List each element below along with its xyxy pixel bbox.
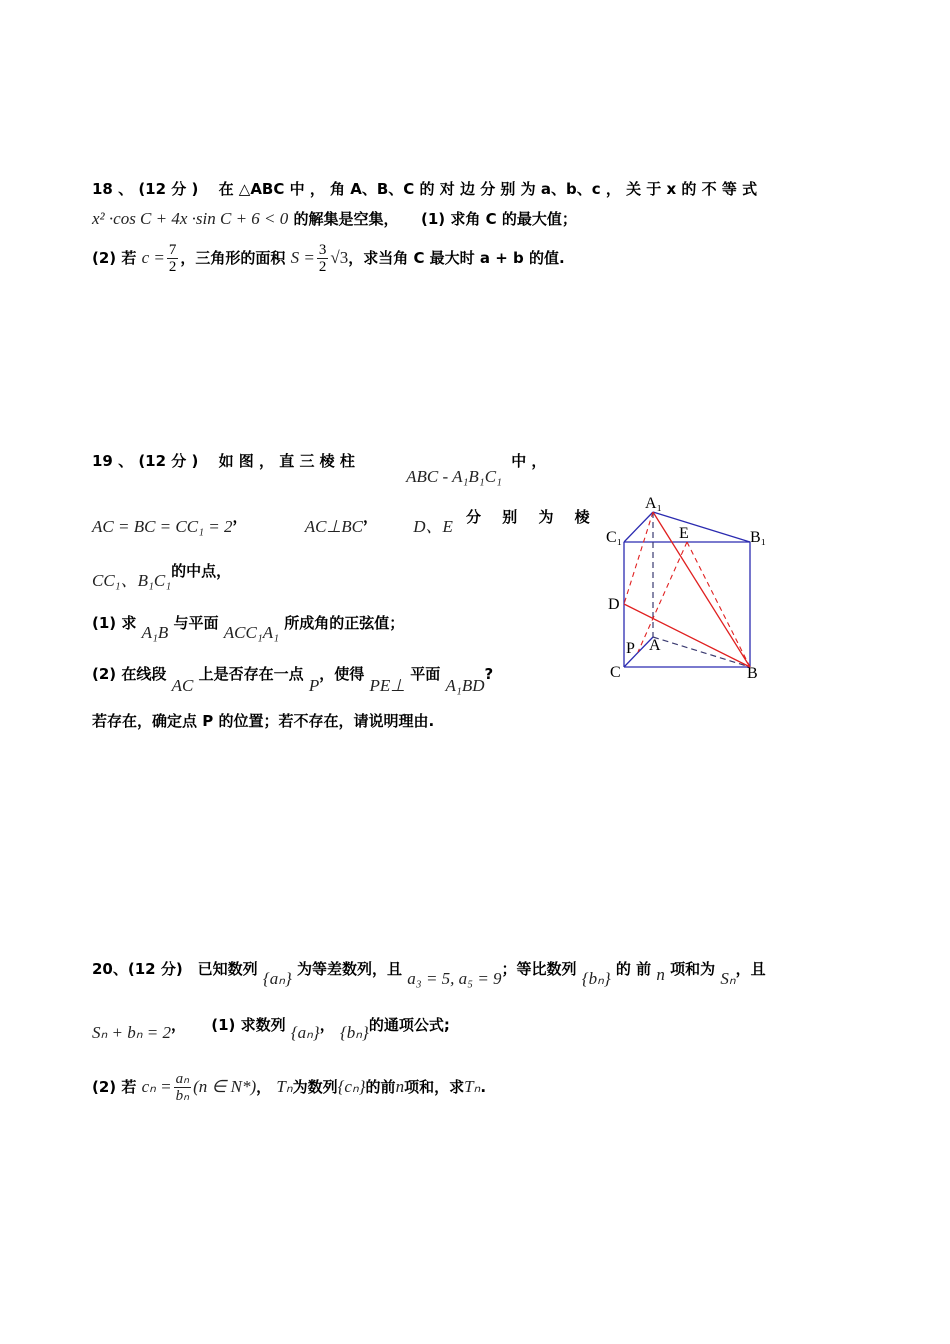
q20-an-2: {aₙ}: [290, 1023, 320, 1042]
q19-part1-label: (1) 求: [92, 614, 137, 632]
q19-part2-label: (2) 在线段: [92, 665, 167, 683]
q18-sqrt3: √3: [330, 248, 349, 267]
q18-part2-label: (2) 若: [92, 249, 137, 267]
q19-line6: [92, 710, 434, 732]
label-P: P: [626, 640, 635, 657]
q19-such-text: ，使得: [319, 665, 365, 683]
q19-question-mark: ?: [484, 665, 494, 683]
comma: ，: [232, 508, 248, 526]
q19-line2: [92, 506, 598, 536]
q20-bn-2: {bₙ}: [339, 1023, 369, 1042]
q19-line5: [92, 663, 494, 695]
q20-geo-text: ；等比数列: [501, 960, 577, 978]
q19-PE-perp: PE⊥: [369, 676, 406, 695]
q19-stem: 19 、 (12 分 ) 如 图 ， 直 三 棱 柱: [92, 452, 355, 470]
label-D: D: [608, 596, 620, 613]
q19-plane-name: ACC₁A₁: [223, 623, 280, 642]
prism-figure: [600, 490, 780, 690]
q19-A1BD: A₁BD: [445, 676, 485, 695]
q18-S-fraction: $\frac{3}{2}$: [318, 242, 327, 275]
q20-part1-end: 的通项公式;: [368, 1016, 450, 1034]
q20-arith-text: 为等差数列，且: [297, 960, 403, 978]
q19-perp: AC⊥BC: [304, 517, 363, 536]
line-A1B: [653, 512, 750, 667]
q19-prism-name: ABC - A₁B₁C₁: [406, 467, 502, 486]
q20-first-text: 的前: [365, 1078, 396, 1096]
q19-lengths: AC = BC = CC₁ = 2: [92, 517, 233, 536]
comma: ，: [171, 1016, 187, 1034]
q20-a3a5: a₃ = 5, a₅ = 9: [407, 969, 502, 988]
q20-bn: {bₙ}: [581, 969, 611, 988]
label-C1: C₁: [606, 529, 623, 546]
q19-part1-end: 所成角的正弦值；: [284, 614, 405, 632]
q20-Tn-2: Tₙ: [464, 1077, 481, 1096]
q20-cn-fraction: $\frac{\text{aₙ}}{\text{bₙ}}$: [175, 1071, 190, 1104]
comma: ，: [256, 1078, 272, 1096]
q20-line1: [92, 958, 766, 988]
q20-n: n: [656, 965, 665, 984]
q18-area-text: ，三角形的面积: [180, 249, 286, 267]
q19-exist-text: 上是否存在一点: [198, 665, 304, 683]
q20-stem: 20、(12 分) 已知数列: [92, 960, 258, 978]
q20-Sn: Sₙ: [720, 969, 736, 988]
q20-Tn: Tₙ: [276, 1077, 293, 1096]
label-A1: A₁: [645, 495, 663, 512]
q20-line3: [92, 1064, 486, 1110]
label-A: A: [649, 637, 661, 654]
edge-AB-hidden: [653, 637, 750, 667]
line-DB: [624, 604, 750, 667]
period: .: [480, 1078, 487, 1096]
label-B1: B₁: [750, 529, 767, 546]
q20-cn: {cₙ}: [337, 1077, 366, 1096]
q19-line1-end: 中 ，: [511, 452, 547, 470]
q20-line2: [92, 1014, 450, 1042]
q18-line1: [92, 178, 757, 200]
q19-plane-text2: 平面: [410, 665, 441, 683]
q20-an: {aₙ}: [262, 969, 292, 988]
label-C: C: [610, 664, 621, 681]
q20-Sn-bn: Sₙ + bₙ = 2: [92, 1023, 171, 1042]
q19-line2-end: 分 别 为 棱: [466, 508, 598, 526]
q19-edges: CC₁、B₁C₁: [92, 571, 172, 590]
q20-of-text: 的 前: [615, 960, 652, 978]
q19-midpoint-text: 的中点，: [171, 562, 232, 580]
q19-DE: D、E: [413, 517, 453, 536]
q18-stem: 18 、 (12 分 ) 在 △ABC 中 ， 角 A、B、C 的 对 边 分 别 为 a、b、c ， 关 于 x 的 不 等 式: [92, 180, 758, 198]
q18-part2-end: ，求当角 C 最大时 a + b 的值.: [348, 249, 565, 267]
q19-line1: [92, 450, 547, 486]
comma: ，: [362, 508, 378, 526]
q19-line4: [92, 612, 405, 642]
label-E: E: [679, 525, 689, 542]
q18-S-eq: S =: [290, 248, 315, 267]
q20-part1-label: (1) 求数列: [211, 1016, 286, 1034]
line-A1D-dashed: [624, 512, 653, 604]
q18-part1: 的解集是空集， (1) 求角 C 的最大值；: [293, 210, 577, 228]
q18-inequality: x² ·cos C + 4x ·sin C + 6 < 0: [92, 209, 289, 228]
q20-sum-text: 项和为: [670, 960, 716, 978]
q19-A1B: A₁B: [141, 623, 169, 642]
q20-cn-eq: cₙ =: [141, 1077, 172, 1096]
edge-A1B1: [653, 512, 750, 542]
q20-part2-label: (2) 若: [92, 1078, 137, 1096]
q18-line3: [92, 238, 565, 278]
q19-part2-cont: 若存在，确定点 P 的位置；若不存在，请说明理由.: [92, 712, 435, 730]
q19-AC: AC: [171, 676, 194, 695]
q18-c-eq: c =: [141, 248, 165, 267]
q18-c-fraction: $\frac{7}{2}$: [168, 242, 177, 275]
line-EP-dashed: [638, 542, 687, 652]
q18-line2: [92, 208, 577, 230]
q20-n-2: n: [395, 1077, 405, 1096]
q20-domain: (n ∈ N*): [193, 1077, 257, 1096]
q19-plane-text: 与平面: [173, 614, 219, 632]
edge-C1A1: [624, 512, 653, 542]
line-EB-dashed: [687, 542, 750, 667]
comma: ，: [319, 1016, 335, 1034]
q19-P: P: [308, 676, 320, 695]
q20-find-text: 项和，求: [404, 1078, 465, 1096]
q19-line3: [92, 560, 232, 590]
q20-and-text: ，且: [735, 960, 766, 978]
q20-seq-text: 为数列: [292, 1078, 338, 1096]
label-B: B: [747, 665, 758, 682]
